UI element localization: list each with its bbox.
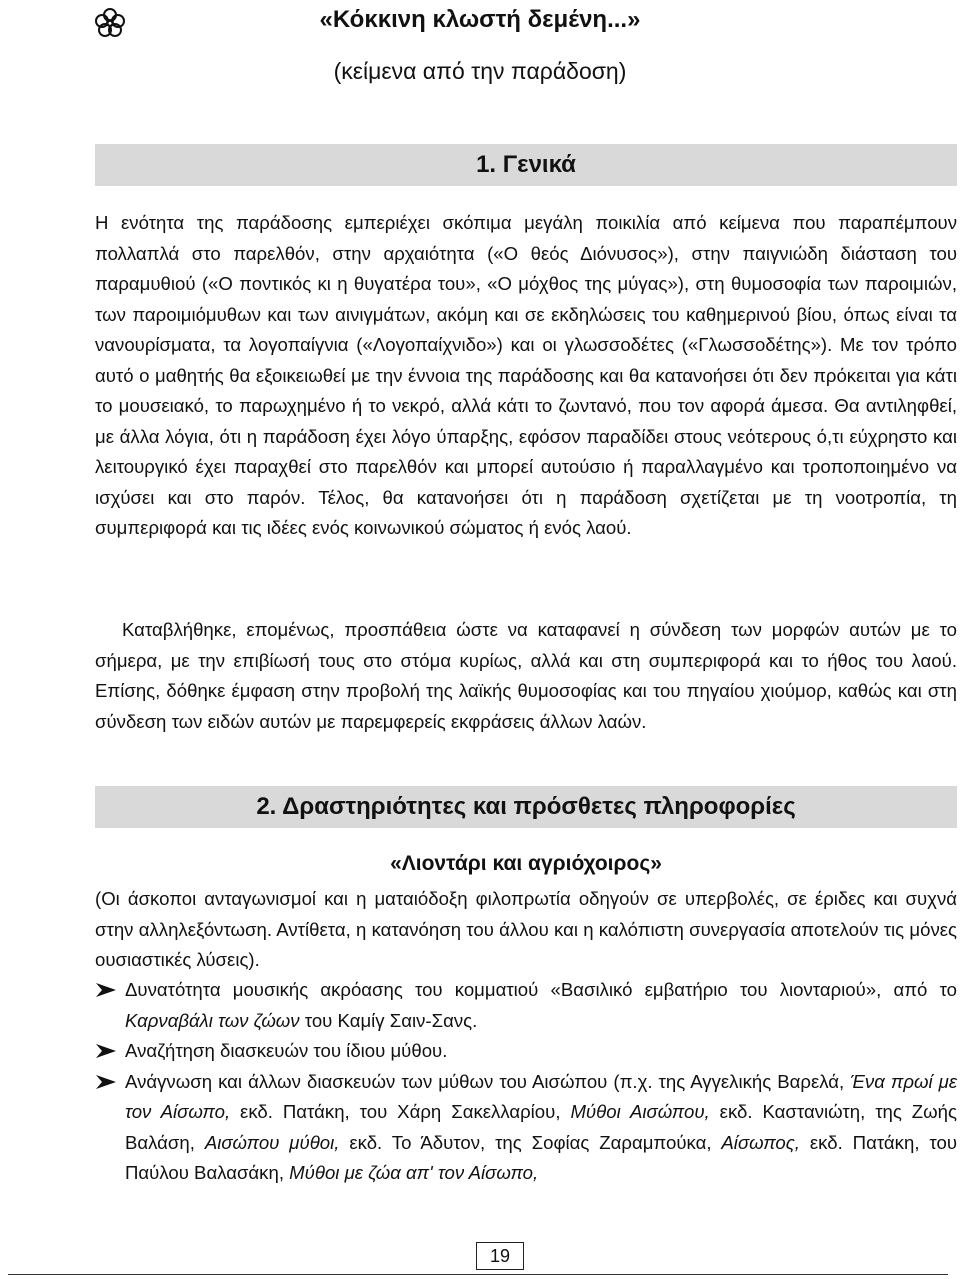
arrowhead-bullet-icon	[95, 1074, 117, 1090]
bullet-text: Δυνατότητα μουσικής ακρόασης του κομματιού «Βασιλικό εμβατήριο του λιονταριού», από το	[125, 979, 957, 1000]
section-heading-band	[95, 144, 957, 186]
list-item	[95, 975, 957, 1036]
work-title: Ένα πρωί με τον Αίσωπο,	[125, 1070, 957, 1122]
list-item	[95, 1067, 957, 1189]
arrowhead-bullet-icon	[95, 982, 117, 998]
page-title: «Κόκκινη κλωστή δεμένη...»	[319, 6, 641, 33]
work-title: Αισώπου μύθοι,	[204, 1131, 340, 1153]
activity-list	[95, 975, 957, 1189]
activity-subheading: «Λιοντάρι και αγριόχοιρος»	[390, 852, 662, 875]
work-title: Καρναβάλι των ζώων	[125, 1009, 300, 1031]
arrowhead-bullet-icon	[95, 1043, 117, 1059]
section-heading: 2. Δραστηριότητες και πρόσθετες πληροφορίες	[256, 793, 796, 820]
work-title: Μύθοι Αισώπου,	[570, 1101, 710, 1122]
body-paragraph: Η ενότητα της παράδοσης εμπεριέχει σκόπιμα μεγάλη ποικιλία από κείμενα που παραπέμπουν πολλαπλά στο παρελθόν, στην αρχαιότητα («Ο θεός Διόνυσος»), στην παιγνιώδη διάσταση του παραμυθιού («Ο ποντικός κι η θυγατέρα του», «Ο μόχθος της μύγας»), στη θυμοσοφία των παροιμιών, των παροιμιόμυθων και των αινιγμάτων, ακόμη και σε εκδηλώσεις του καθημερινού βίου, όπως είναι τα νανουρίσματα, τα λογοπαίγνια («Λογοπαίχνιδο») και οι γλωσσοδέτες («Γλωσσοδέτης»). Με τον τρόπο αυτό ο μαθητής θα εξοικειωθεί με την έννοια της παράδοσης και θα κατανοήσει ότι δεν πρόκειται για κάτι το μουσειακό, το παρωχημένο ή το νεκρό, αλλά κάτι το ζωντανό, που τον αφορά άμεσα. Θα αντιληφθεί, με άλλα λόγια, ότι η παράδοση έχει λόγο ύπαρξης, εφόσον παραδίδει στους νεότερους ό,τι εύχρηστο και λειτουργικό έχει παραχθεί στο παρελθόν και μπορεί αυτούσιο ή παραλλαγμένο και τροποποιημένο να ισχύσει και στο παρόν. Τέλος, θα κατανοήσει ότι η παράδοση σχετίζεται με τη νοοτροπία, τη συμπεριφορά και τις ιδέες ενός κοινωνικού σώματος ή ενός λαού.	[95, 212, 957, 538]
flower-ornament-icon	[93, 6, 127, 40]
page-number: 19	[476, 1242, 524, 1270]
bullet-text: εκδ. Το Άδυτον, της Σοφίας Ζαραμπούκα,	[339, 1131, 722, 1153]
intro-paragraph: (Οι άσκοποι ανταγωνισμοί και η ματαιόδοξη φιλοπρωτία οδηγούν σε υπερβολές, σε έριδες και συχνά στην αλληλεξόντωση. Αντίθετα, η κατανόηση του άλλου και η καλόπιστη συνεργασία αποτελούν τις μόνες ουσιαστικές λύσεις).	[95, 888, 957, 970]
bullet-text: Ανάγνωση και άλλων διασκευών των μύθων του Αισώπου (π.χ. της Αγγελικής Βαρελά,	[125, 1070, 851, 1092]
work-title: Αίσωπος,	[721, 1131, 800, 1153]
body-paragraph: Καταβλήθηκε, επομένως, προσπάθεια ώστε να καταφανεί η σύνδεση των μορφών αυτών με το σήμερα, με την επιβίωσή τους στο στόμα κυρίως, αλλά και στη συμπεριφορά και το ήθος του λαού. Επίσης, δόθηκε έμφαση στην προβολή της λαϊκής θυμοσοφίας και του πηγαίου χιούμορ, καθώς και στη σύνδεση των ειδών αυτών με παρεμφερείς εκφράσεις άλλων λαών.	[95, 619, 957, 732]
bullet-text: Αναζήτηση διασκευών του ίδιου μύθου.	[125, 1040, 448, 1061]
bullet-text: του Καμίγ Σαιν-Σανς.	[299, 1009, 478, 1031]
bullet-text: εκδ. Πατάκη, του Χάρη Σακελλαρίου,	[230, 1101, 571, 1122]
section-heading: 1. Γενικά	[476, 151, 576, 178]
work-title: Μύθοι με ζώα απ' τον Αίσωπο,	[289, 1162, 539, 1183]
page-subtitle: (κείμενα από την παράδοση)	[333, 58, 627, 84]
bullet-text: εκδ. Καστανιώτη, της Ζωής Βαλάση,	[125, 1101, 957, 1153]
bullet-text: εκδ. Πατάκη, του Παύλου Βαλασάκη,	[125, 1131, 957, 1183]
list-item	[95, 1036, 957, 1067]
section-heading-band	[95, 786, 957, 828]
footer-rule	[8, 1274, 948, 1275]
